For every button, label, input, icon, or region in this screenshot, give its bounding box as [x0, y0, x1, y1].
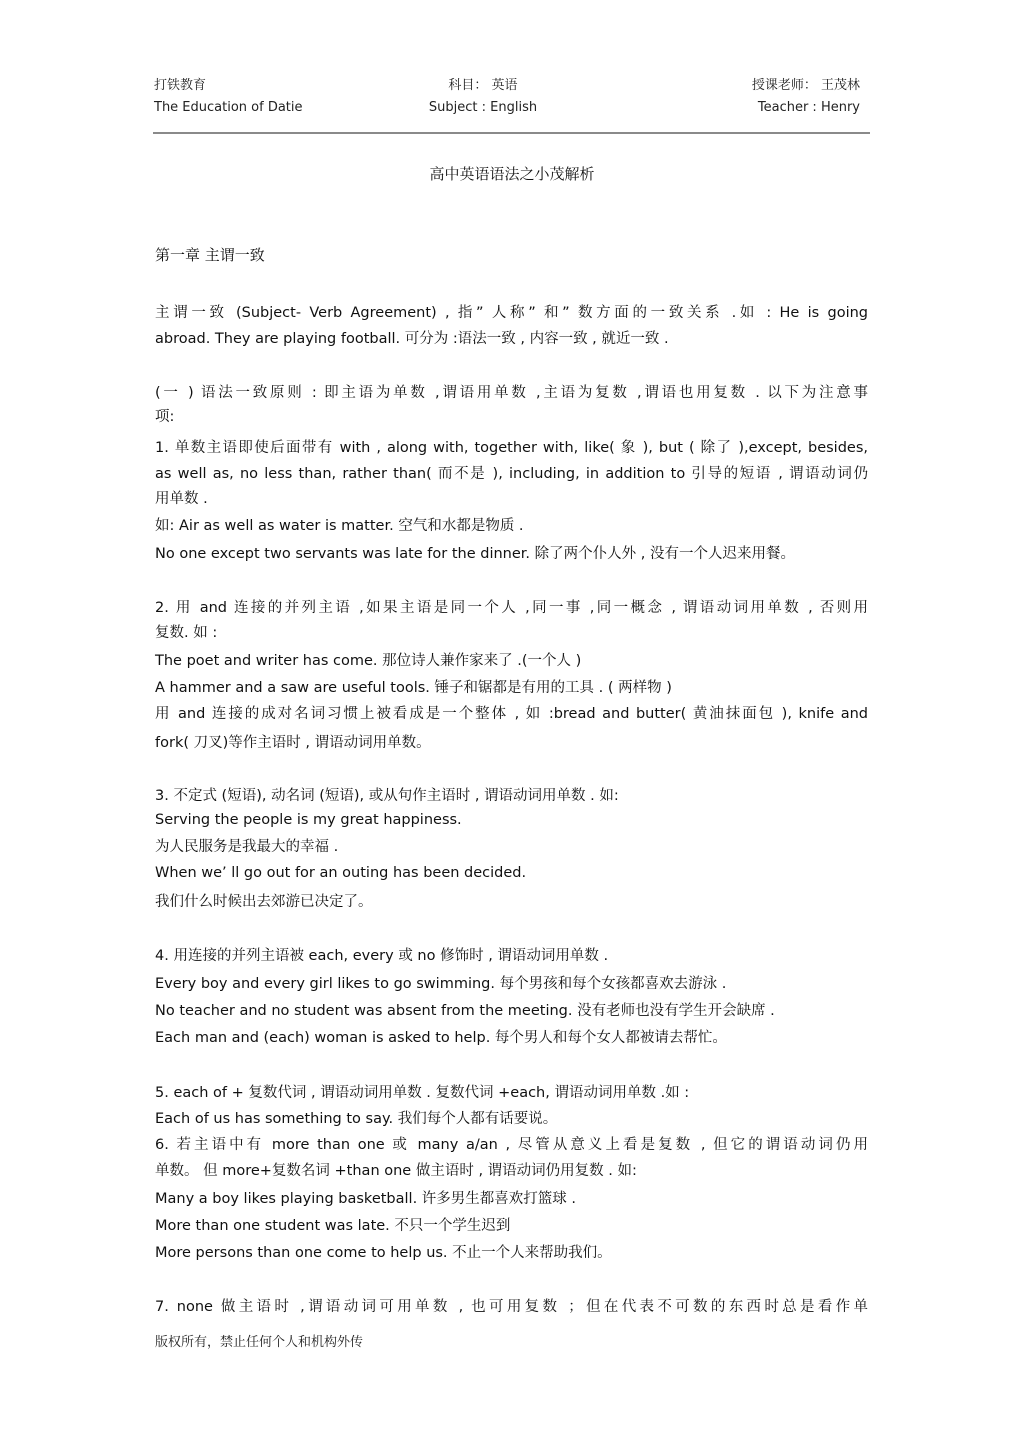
- document-title: 高中英语语法之小茂解析: [429, 165, 595, 183]
- body-line: 7. none 做主语时 ,谓语动词可用单数 , 也可用复数 ；但在代表不可数的东西时总是看作单: [155, 1299, 868, 1315]
- body-line: 主谓一致 (Subject- Verb Agreement) , 指” 人称” 和” 数方面的一致关系 .如 : He is going: [155, 305, 868, 321]
- body-line: Many a boy likes playing basketball. 许多男生都喜欢打篮球 .: [155, 1191, 577, 1207]
- chapter-heading: 第一章 主谓一致: [155, 246, 265, 264]
- body-line: When we’ ll go out for an outing has been decided.: [155, 865, 527, 881]
- body-line: More than one student was late. 不只一个学生迟到: [155, 1218, 511, 1234]
- body-line: No one except two servants was late for the dinner. 除了两个仆人外 , 没有一个人迟来用餐。: [155, 546, 795, 562]
- body-line: 2. 用 and 连接的并列主语 ,如果主语是同一个人 ,同一事 ,同一概念 , 谓语动词用单数 , 否则用: [155, 600, 868, 616]
- school-name: 打铁教育: [154, 78, 207, 93]
- body-line: 用 and 连接的成对名词习惯上被看成是一个整体 , 如 :bread and butter( 黄油抹面包 ), knife and: [155, 706, 868, 722]
- body-line: Each man and (each) woman is asked to help. 每个男人和每个女人都被请去帮忙。: [155, 1030, 727, 1046]
- body-line: 如: Air as well as water is matter. 空气和水都是物质 .: [155, 518, 524, 534]
- body-line: fork( 刀叉)等作主语时 , 谓语动词用单数。: [155, 735, 431, 751]
- body-line: 为人民服务是我最大的幸福 .: [155, 839, 339, 855]
- body-line: (一 ) 语法一致原则 : 即主语为单数 ,谓语用单数 ,主语为复数 ,谓语也用复数 . 以下为注意事: [155, 385, 868, 401]
- teacher-label: 授课老师： 王茂林: [751, 78, 860, 93]
- body-line: 3. 不定式 (短语), 动名词 (短语), 或从句作主语时 , 谓语动词用单数 . 如:: [155, 788, 619, 804]
- body-line: More persons than one come to help us. 不止一个人来帮助我们。: [155, 1245, 612, 1261]
- body-line: 复数. 如 :: [155, 625, 218, 641]
- teacher-label-en: Teacher : Henry: [757, 100, 860, 115]
- subject-label: 科目： 英语: [448, 78, 518, 93]
- body-line: 5. each of + 复数代词 , 谓语动词用单数 . 复数代词 +each, 谓语动词用单数 .如 :: [155, 1085, 690, 1101]
- body-line: No teacher and no student was absent from the meeting. 没有老师也没有学生开会缺席 .: [155, 1003, 775, 1019]
- body-line: 1. 单数主语即使后面带有 with , along with, together with, like( 象 ), but ( 除了 ),except, besides,: [155, 440, 868, 456]
- body-line: as well as, no less than, rather than( 而不是 ), including, in addition to 引导的短语 , 谓语动词仍: [155, 466, 868, 482]
- body-line: Every boy and every girl likes to go swimming. 每个男孩和每个女孩都喜欢去游泳 .: [155, 976, 727, 992]
- body-line: The poet and writer has come. 那位诗人兼作家来了 .(一个人 ): [155, 653, 582, 669]
- body-line: 我们什么时候出去郊游已决定了。: [155, 894, 373, 910]
- header-right: [560, 75, 860, 119]
- body-line: 6. 若主语中有 more than one 或 many a/an , 尽管从意义上看是复数 , 但它的谓语动词仍用: [155, 1137, 868, 1153]
- body-line: Each of us has something to say. 我们每个人都有话要说。: [155, 1111, 558, 1127]
- body-line: abroad. They are playing football. 可分为 :语法一致 , 内容一致 , 就近一致 .: [155, 331, 669, 347]
- school-name-en: The Education of Datie: [154, 100, 303, 115]
- body-line: 项:: [155, 409, 175, 425]
- copyright-footer: 版权所有，禁止任何个人和机构外传: [155, 1335, 364, 1350]
- subject-label-en: Subject : English: [428, 100, 538, 115]
- body-line: A hammer and a saw are useful tools. 锤子和锯都是有用的工具 . ( 两样物 ): [155, 680, 672, 696]
- body-line: Serving the people is my great happiness.: [155, 812, 462, 828]
- header-divider: [153, 132, 870, 134]
- body-line: 用单数 .: [155, 491, 208, 507]
- body-line: 4. 用连接的并列主语被 each, every 或 no 修饰时 , 谓语动词用单数 .: [155, 948, 609, 964]
- body-line: 单数。 但 more+复数名词 +than one 做主语时 , 谓语动词仍用复数 . 如:: [155, 1163, 637, 1179]
